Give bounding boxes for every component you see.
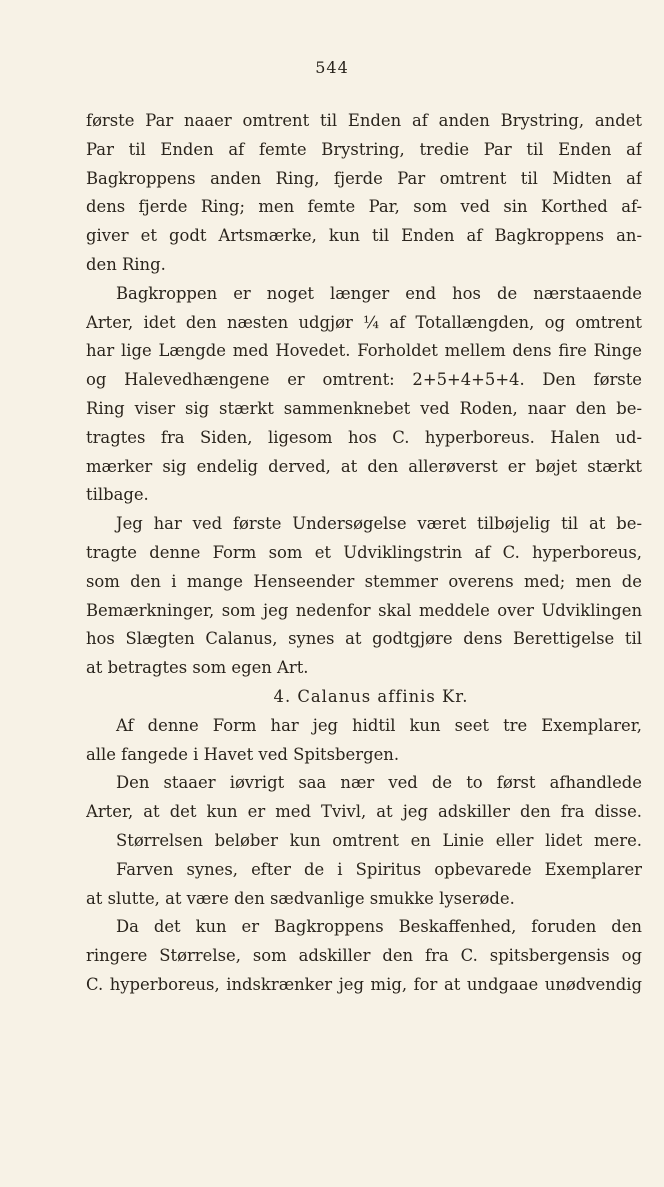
text-line: Jeg har ved første Undersøgelse været tilbøjelig til at be- bbox=[116, 514, 642, 534]
text-line: Den staaer iøvrigt saa nær ved de to først afhandlede bbox=[116, 773, 642, 793]
text-line: Bagkroppen er noget længer end hos de nærstaaende bbox=[116, 283, 642, 303]
text-line: hos Slægten Calanus, synes at godtgjøre dens Berettigelse til bbox=[86, 629, 642, 649]
text-line: giver et godt Artsmærke, kun til Enden af Bagkroppens an- bbox=[86, 226, 642, 246]
text-line: første Par naaer omtrent til Enden af anden Brystring, andet bbox=[86, 111, 642, 130]
text-line: Bagkroppens anden Ring, fjerde Par omtrent til Midten af bbox=[86, 168, 642, 188]
page-number: 544 bbox=[315, 58, 349, 77]
text-line: dens fjerde Ring; men femte Par, som ved sin Korthed af- bbox=[86, 197, 642, 217]
text-line: at betragtes som egen Art. bbox=[86, 658, 309, 678]
text-line: at slutte, at være den sædvanlige smukke lyserøde. bbox=[86, 888, 515, 908]
text-line: Par til Enden af femte Brystring, tredie Par til Enden af bbox=[86, 139, 642, 159]
text-line: C. hyperboreus, indskrænker jeg mig, for at undgaae unødvendig bbox=[86, 974, 642, 994]
text-line: Størrelsen beløber kun omtrent en Linie eller lidet mere. bbox=[116, 830, 642, 850]
text-line: Da det kun er Bagkroppens Beskaffenhed, foruden den bbox=[116, 917, 642, 937]
text-line: har lige Længde med Hovedet. Forholdet mellem dens fire Ringe bbox=[86, 341, 642, 361]
text-line: den Ring. bbox=[86, 254, 166, 274]
text-line: mærker sig endelig derved, at den allerøverst er bøjet stærkt bbox=[86, 456, 642, 476]
text-line: tragte denne Form som et Udviklingstrin af C. hyperboreus, bbox=[86, 542, 642, 562]
text-line: ringere Størrelse, som adskiller den fra C. spitsbergensis og bbox=[86, 946, 642, 966]
text-line: Arter, idet den næsten udgjør ¼ af Totallængden, og omtrent bbox=[86, 312, 642, 332]
text-line: Ring viser sig stærkt sammenknebet ved Roden, naar den be- bbox=[86, 398, 642, 418]
text-line: tragtes fra Siden, ligesom hos C. hyperboreus. Halen ud- bbox=[86, 427, 642, 447]
text-line: Farven synes, efter de i Spiritus opbevarede Exemplarer bbox=[116, 859, 642, 879]
text-line: Bemærkninger, som jeg nedenfor skal meddele over Udviklingen bbox=[86, 600, 642, 620]
text-line: Af denne Form har jeg hidtil kun seet tre Exemplarer, bbox=[116, 715, 642, 735]
section-heading: 4. Calanus affinis Kr. bbox=[273, 686, 469, 706]
text-line: tilbage. bbox=[86, 485, 149, 505]
text-line: som den i mange Henseender stemmer overens med; men de bbox=[86, 571, 642, 591]
text-line: Arter, at det kun er med Tvivl, at jeg adskiller den fra disse. bbox=[86, 802, 642, 822]
text-line: og Halevedhængene er omtrent: 2+5+4+5+4. Den første bbox=[86, 370, 642, 390]
text-line: alle fangede i Havet ved Spitsbergen. bbox=[86, 744, 400, 764]
body-text bbox=[86, 107, 642, 1000]
